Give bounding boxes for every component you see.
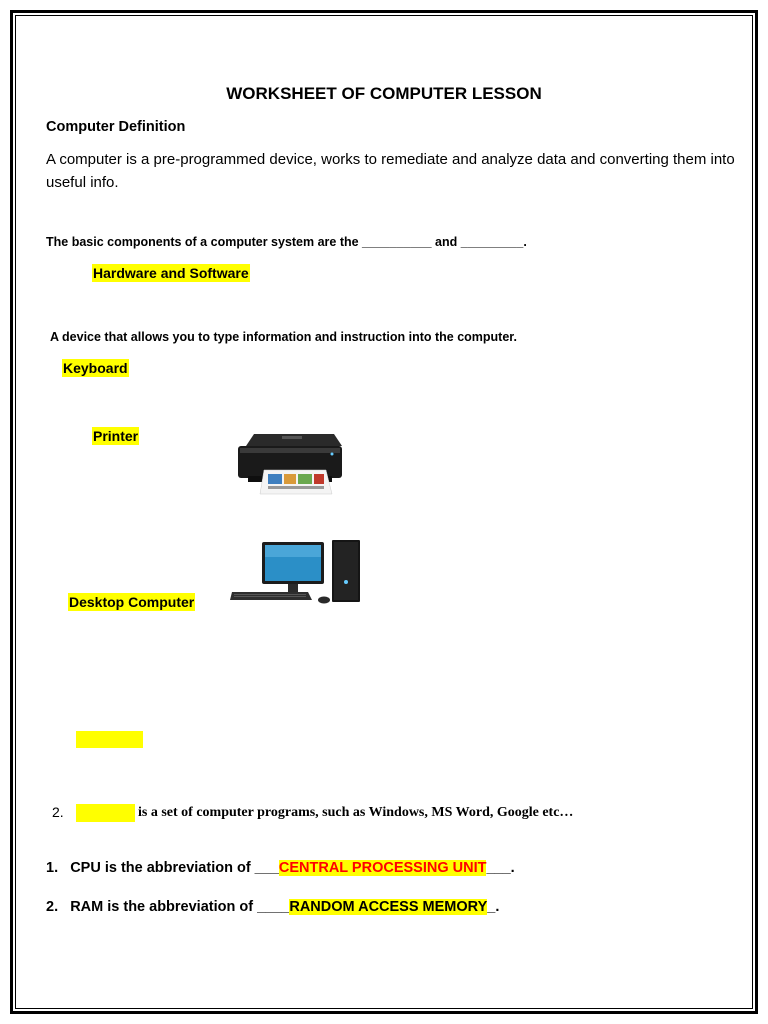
- cpu-suffix: ___.: [486, 860, 515, 876]
- blank-highlight-1: [76, 731, 143, 748]
- printer-image: [234, 424, 346, 496]
- ram-number: 2.: [46, 899, 59, 915]
- worksheet-title: WORKSHEET OF COMPUTER LESSON: [226, 84, 542, 103]
- cpu-prefix: CPU is the abbreviation of ___: [70, 860, 279, 876]
- definition-heading: Computer Definition: [46, 119, 186, 135]
- ram-abbreviation-line: [46, 899, 499, 915]
- cpu-number: 1.: [46, 860, 59, 876]
- keyboard-answer: Keyboard: [63, 360, 128, 376]
- components-answer-line: [92, 265, 250, 283]
- printer-answer-line: [92, 428, 139, 446]
- blank-highlight-2: [76, 804, 135, 822]
- ram-suffix: _.: [487, 899, 500, 915]
- definition-text: A computer is a pre-programmed device, works to remediate and analyze data and converting them into useful info.: [46, 151, 735, 191]
- components-answer: Hardware and Software: [93, 265, 249, 281]
- desktop-computer-image: [228, 538, 364, 610]
- ram-prefix: RAM is the abbreviation of ____: [70, 899, 290, 915]
- printer-answer: Printer: [93, 428, 139, 444]
- input-device-question: A device that allows you to type information and instruction into the computer.: [50, 330, 517, 344]
- keyboard-answer-line: [62, 360, 129, 378]
- cpu-abbreviation-line: [46, 860, 515, 876]
- components-question: The basic components of a computer system are the __________ and _________.: [46, 235, 527, 249]
- item2-text: is a set of computer programs, such as Windows, MS Word, Google etc…: [138, 805, 574, 820]
- ram-answer: RANDOM ACCESS MEMORY: [289, 899, 488, 915]
- cpu-answer: CENTRAL PROCESSING UNIT: [278, 860, 487, 876]
- item2-number: 2.: [52, 804, 64, 820]
- desktop-answer: Desktop Computer: [69, 594, 195, 610]
- desktop-answer-line: [68, 594, 195, 612]
